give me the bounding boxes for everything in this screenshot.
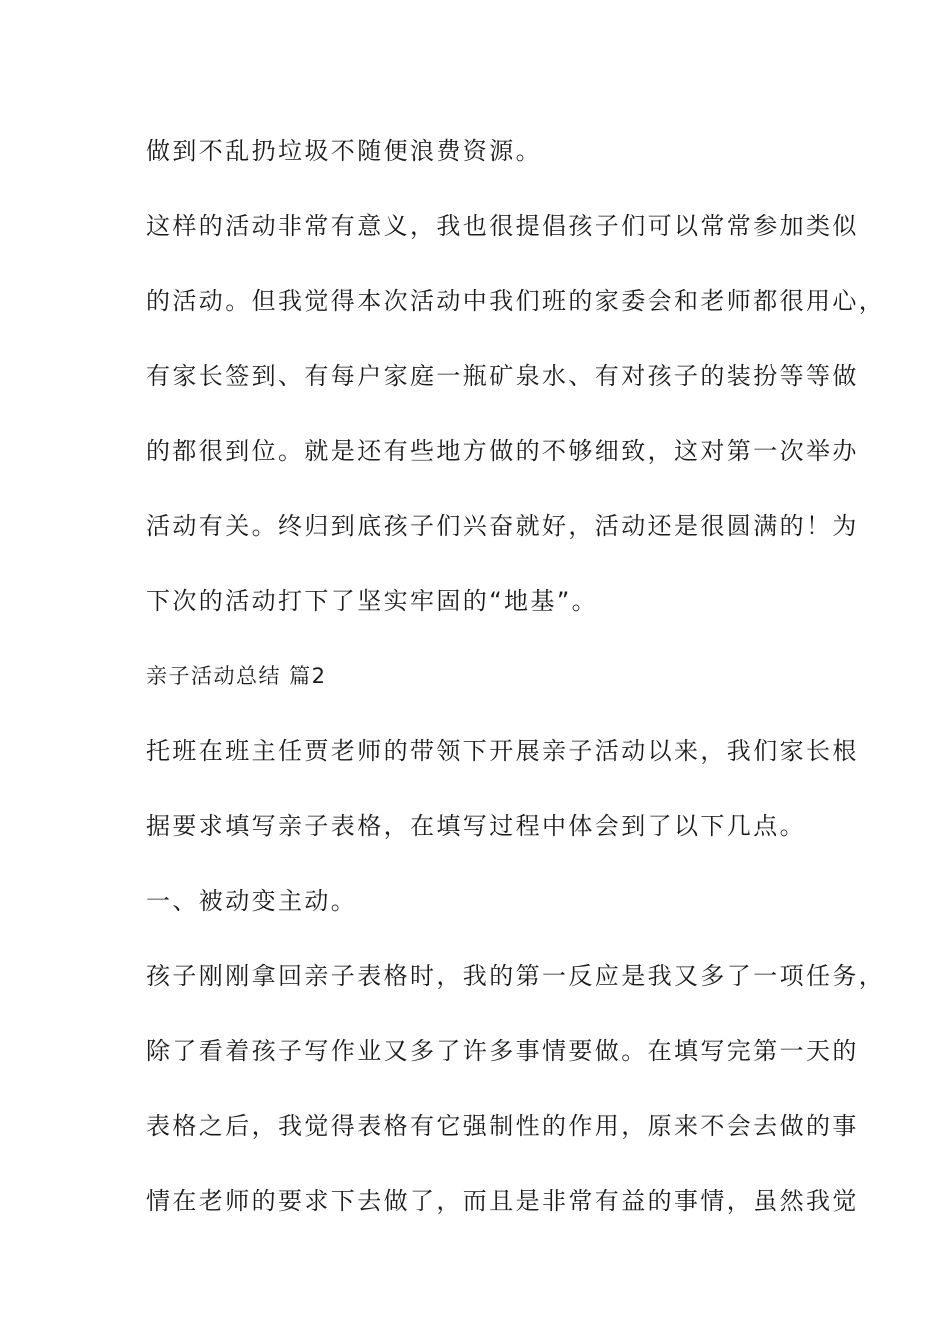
paragraph-line: 有家长签到、有每户家庭一瓶矿泉水、有对孩子的装扮等等做: [146, 362, 859, 390]
paragraph-line: 做到不乱扔垃圾不随便浪费资源。: [146, 137, 542, 165]
subheading-line: 一、被动变主动。: [146, 887, 358, 915]
section-heading: 亲子活动总结 篇2: [146, 664, 327, 688]
paragraph-line: 托班在班主任贾老师的带领下开展亲子活动以来，我们家长根: [146, 737, 859, 765]
paragraph-line: 表格之后，我觉得表格有它强制性的作用，原来不会去做的事: [146, 1112, 859, 1140]
paragraph-line: 这样的活动非常有意义，我也很提倡孩子们可以常常参加类似: [146, 212, 859, 240]
paragraph-line: 据要求填写亲子表格，在填写过程中体会到了以下几点。: [146, 812, 806, 840]
paragraph-line: 孩子刚刚拿回亲子表格时，我的第一反应是我又多了一项任务，: [146, 962, 886, 990]
paragraph-line: 的都很到位。就是还有些地方做的不够细致，这对第一次举办: [146, 437, 859, 465]
paragraph-line: 的活动。但我觉得本次活动中我们班的家委会和老师都很用心，: [146, 287, 886, 315]
paragraph-line: 下次的活动打下了坚实牢固的“地基”。: [146, 587, 599, 615]
paragraph-line: 除了看着孩子写作业又多了许多事情要做。在填写完第一天的: [146, 1037, 859, 1065]
paragraph-line: 活动有关。终归到底孩子们兴奋就好，活动还是很圆满的！为: [146, 512, 859, 540]
paragraph-line: 情在老师的要求下去做了，而且是非常有益的事情，虽然我觉: [146, 1187, 859, 1215]
